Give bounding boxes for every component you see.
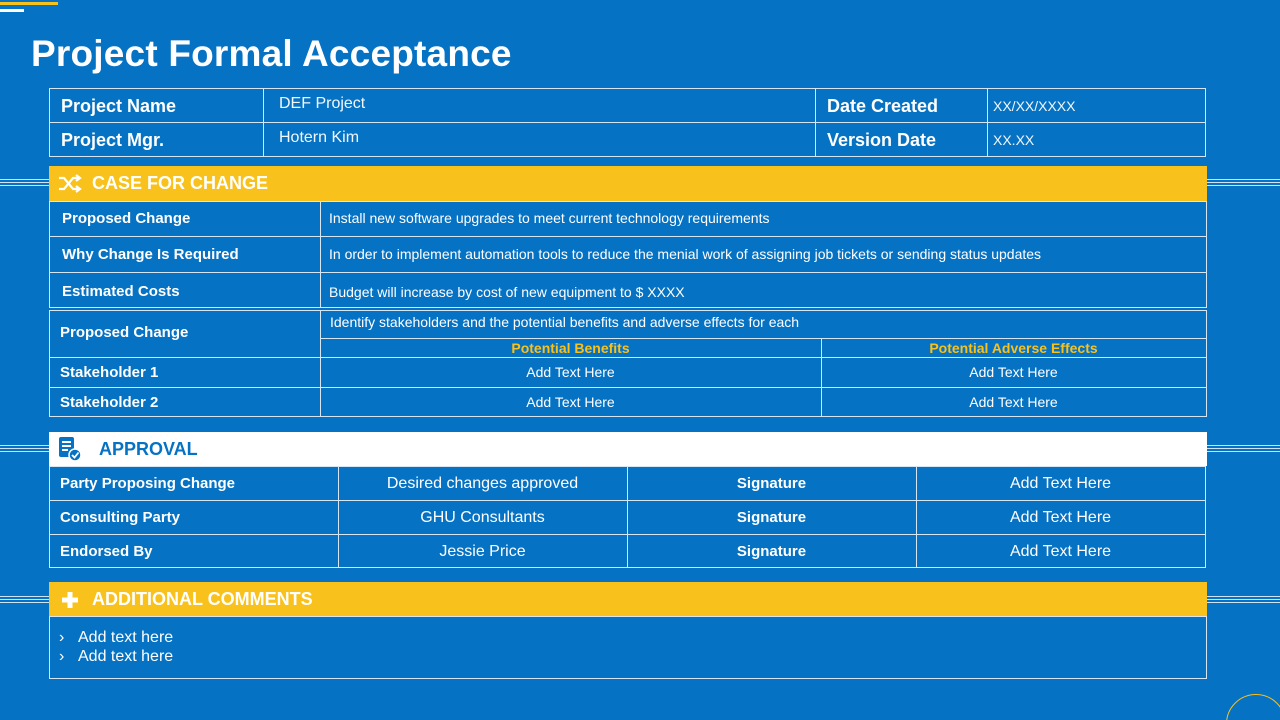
project-mgr-value[interactable]: Hotern Kim xyxy=(264,123,816,157)
stakeholder-name: Stakeholder 1 xyxy=(60,364,159,381)
decorative-side-lines xyxy=(0,179,49,186)
case-for-change-table xyxy=(49,201,1207,308)
signature-value[interactable]: Add Text Here xyxy=(1009,475,1112,492)
row-divider xyxy=(50,357,320,358)
comment-bullet: › xyxy=(59,648,65,665)
project-info-table xyxy=(49,88,1206,157)
potential-adverse-effects-header: Potential Adverse Effects xyxy=(929,340,1098,356)
project-mgr-label: Project Mgr. xyxy=(50,123,264,157)
decorative-side-lines xyxy=(0,445,49,452)
decorative-white-line xyxy=(0,9,24,12)
stakeholder-benefits-cell[interactable]: Add Text Here xyxy=(526,364,615,380)
stakeholder-section-label: Proposed Change xyxy=(60,324,189,341)
stakeholder-adverse-cell[interactable]: Add Text Here xyxy=(969,394,1058,410)
approval-value[interactable]: Jessie Price xyxy=(439,543,526,560)
signature-label: Signature xyxy=(736,509,807,526)
project-name-value[interactable]: DEF Project xyxy=(264,89,816,122)
approval-role: Party Proposing Change xyxy=(60,475,236,492)
stakeholder-benefits-cell[interactable]: Add Text Here xyxy=(526,394,615,410)
version-date-value[interactable]: XX.XX xyxy=(993,132,1035,148)
approval-value[interactable]: GHU Consultants xyxy=(420,509,545,526)
row-divider xyxy=(320,357,1206,358)
version-date-label: Version Date xyxy=(816,123,988,157)
comment-bullet: › xyxy=(59,629,65,646)
approval-value[interactable]: Desired changes approved xyxy=(386,475,579,492)
decorative-yellow-line xyxy=(0,2,58,5)
decorative-circle xyxy=(1226,694,1280,720)
decorative-side-lines xyxy=(1207,596,1280,603)
estimated-costs-value[interactable]: Budget will increase by cost of new equipment to $ XXXX xyxy=(329,284,685,300)
signature-value[interactable]: Add Text Here xyxy=(1009,543,1112,560)
estimated-costs-label: Estimated Costs xyxy=(62,283,180,300)
approval-role: Endorsed By xyxy=(60,543,153,560)
proposed-change-label: Proposed Change xyxy=(62,210,191,227)
approval-role: Consulting Party xyxy=(60,509,181,526)
proposed-change-value[interactable]: Install new software upgrades to meet current technology requirements xyxy=(329,210,770,226)
additional-comments-header xyxy=(49,582,1207,617)
approval-header xyxy=(49,432,1207,466)
stakeholder-intro-text: Identify stakeholders and the potential benefits and adverse effects for each xyxy=(330,314,800,330)
why-change-required-label: Why Change Is Required xyxy=(62,246,239,263)
page-title: Project Formal Acceptance xyxy=(31,33,512,74)
case-for-change-title: CASE FOR CHANGE xyxy=(92,173,269,193)
row-divider xyxy=(50,236,1206,237)
row-divider xyxy=(50,534,1205,535)
signature-value[interactable]: Add Text Here xyxy=(1009,509,1112,526)
decorative-side-lines xyxy=(1207,445,1280,452)
approved-document-icon xyxy=(58,436,82,467)
row-divider xyxy=(50,387,1206,388)
date-created-label: Date Created xyxy=(816,89,988,122)
date-created-value[interactable]: XX/XX/XXXX xyxy=(993,98,1076,114)
project-info-row xyxy=(50,123,1205,157)
decorative-side-lines xyxy=(0,596,49,603)
column-divider xyxy=(320,202,321,307)
plus-icon xyxy=(61,591,79,614)
stakeholder-table xyxy=(49,310,1207,417)
potential-benefits-header: Potential Benefits xyxy=(511,340,630,356)
comment-item[interactable]: Add text here xyxy=(78,629,174,646)
stakeholder-name: Stakeholder 2 xyxy=(60,394,159,411)
additional-comments-box xyxy=(49,616,1207,679)
case-for-change-header xyxy=(49,166,1207,201)
row-divider xyxy=(50,500,1205,501)
row-divider xyxy=(320,338,1206,339)
comment-item[interactable]: Add text here xyxy=(78,648,174,665)
row-divider xyxy=(50,272,1206,273)
signature-label: Signature xyxy=(736,543,807,560)
approval-title: APPROVAL xyxy=(99,439,198,459)
decorative-side-lines xyxy=(1207,179,1280,186)
project-info-row xyxy=(50,89,1205,123)
approval-table xyxy=(49,466,1206,568)
why-change-required-value[interactable]: In order to implement automation tools to reduce the menial work of assigning job tickets or sending status updates xyxy=(329,246,1042,262)
signature-label: Signature xyxy=(736,475,807,492)
additional-comments-title: ADDITIONAL COMMENTS xyxy=(92,589,313,609)
project-name-label: Project Name xyxy=(50,89,264,122)
stakeholder-adverse-cell[interactable]: Add Text Here xyxy=(969,364,1058,380)
shuffle-icon xyxy=(58,174,82,198)
